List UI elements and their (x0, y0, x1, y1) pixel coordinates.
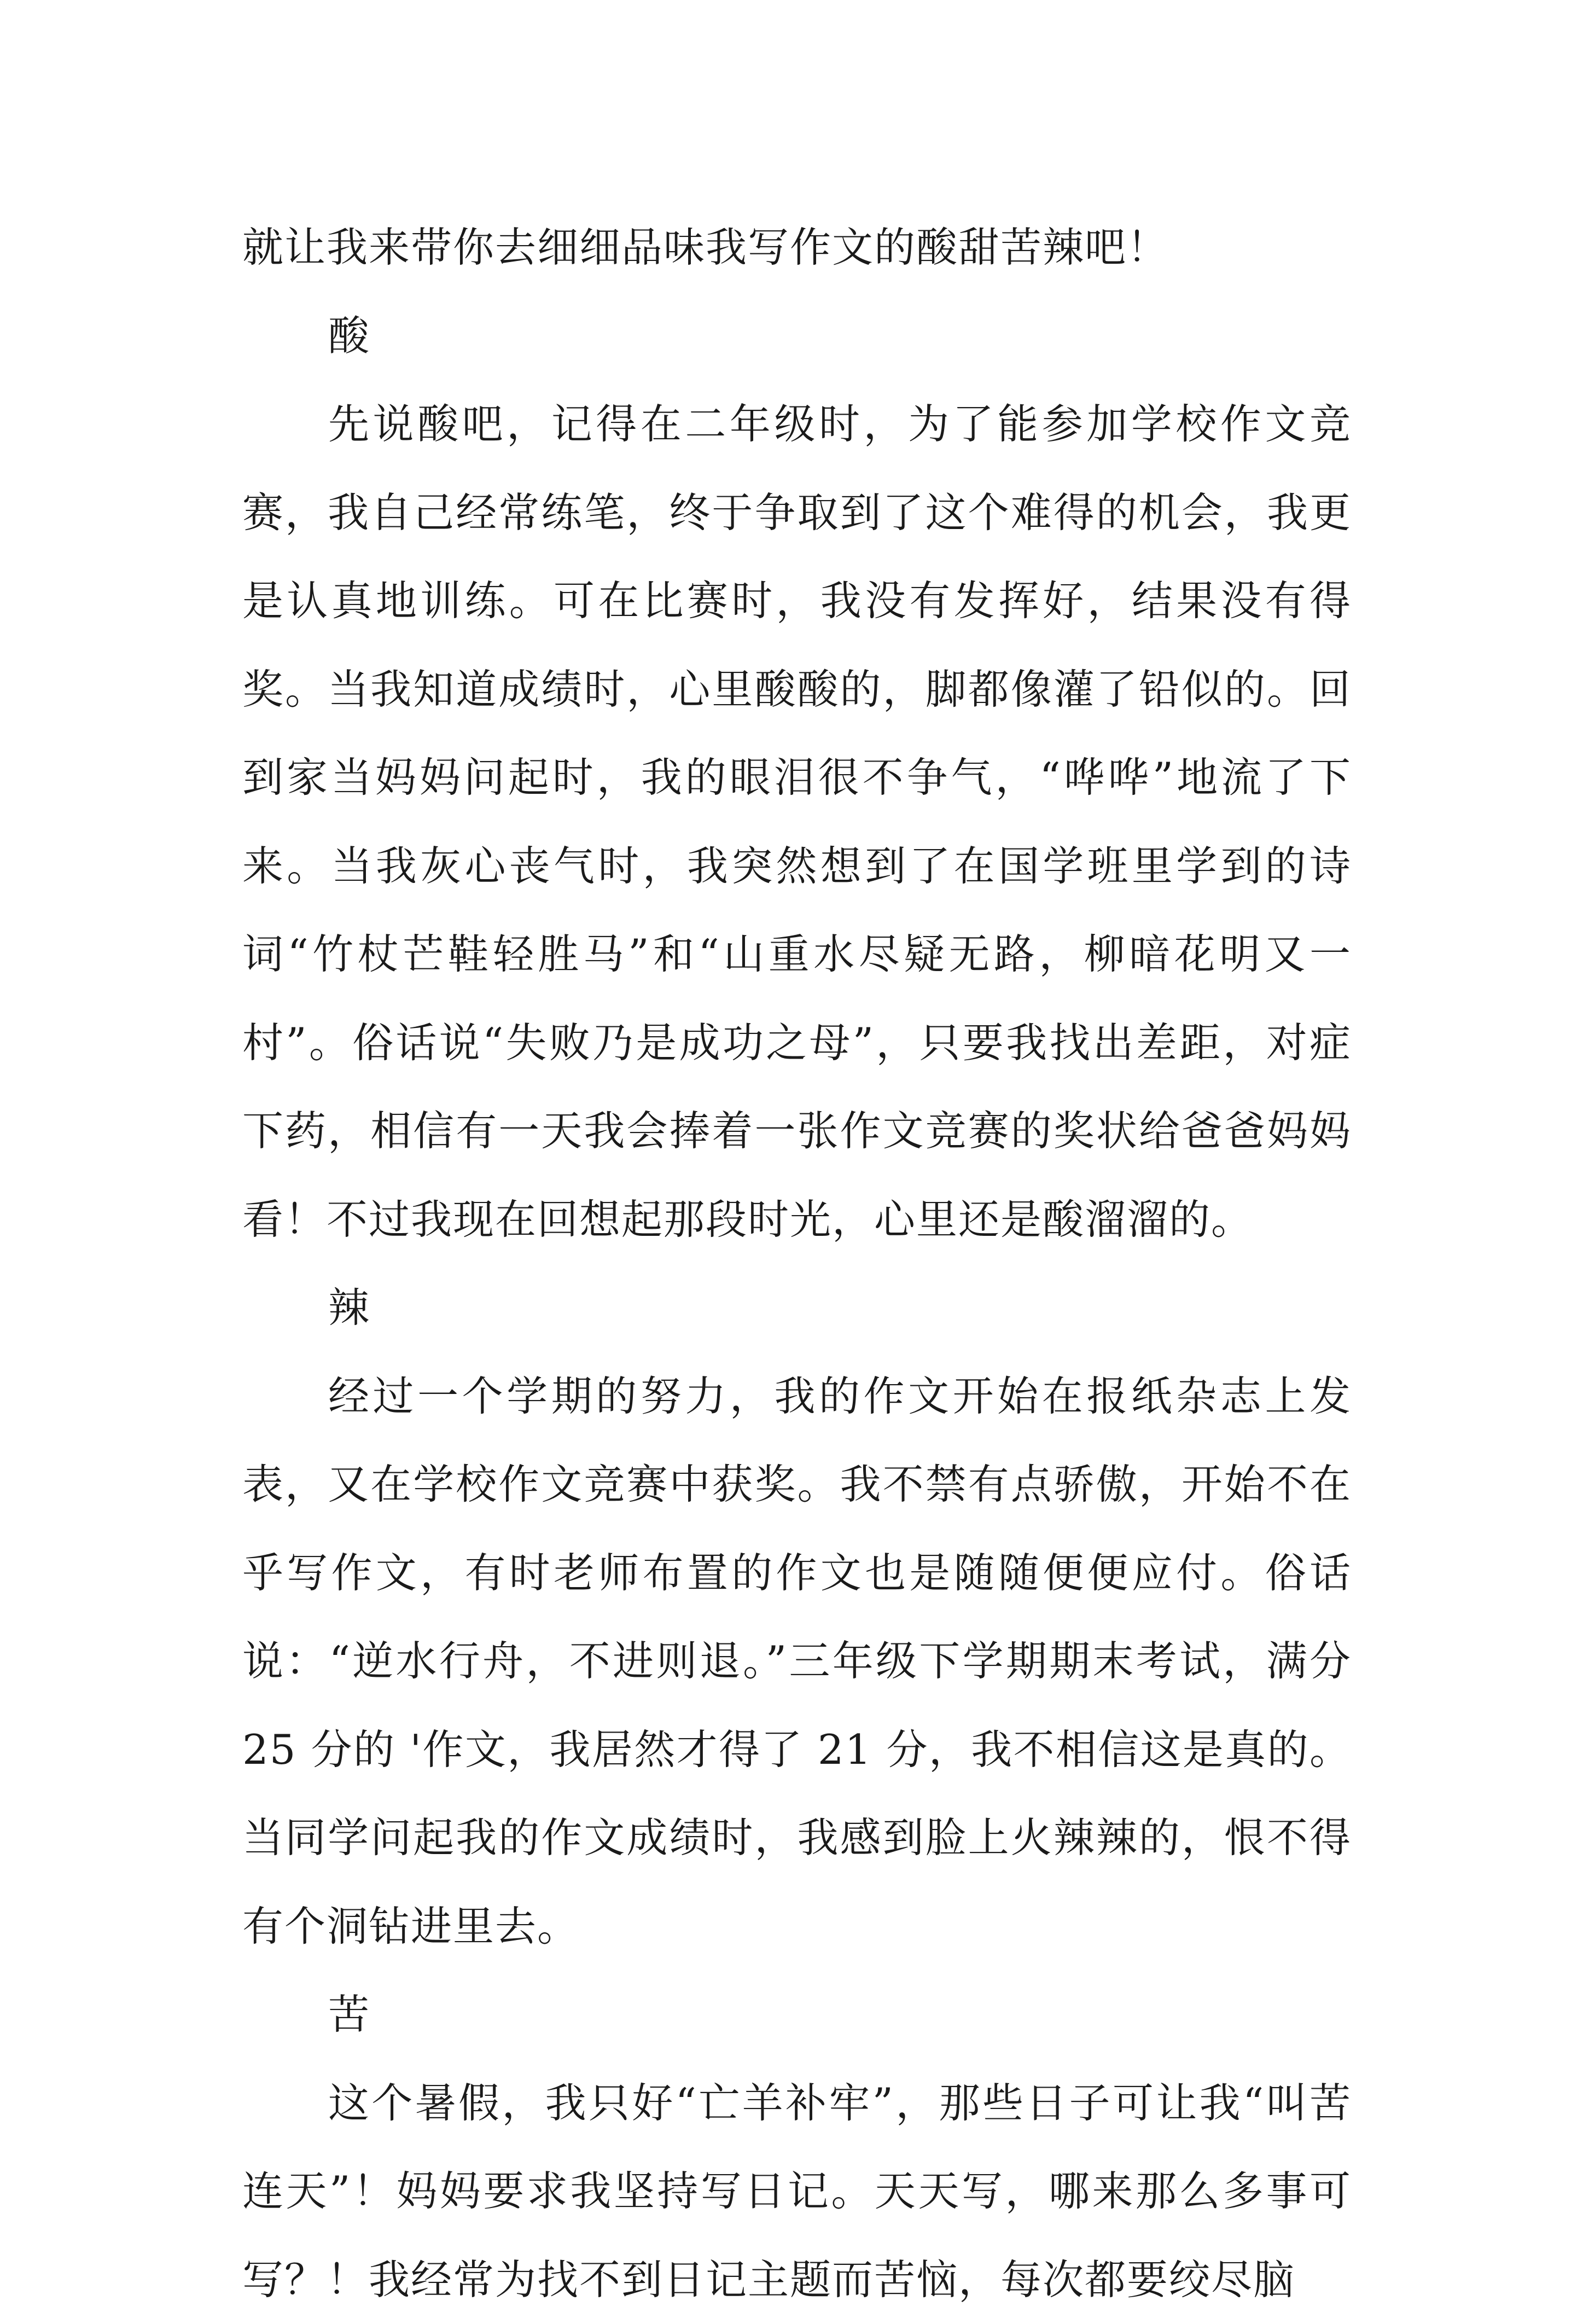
intro-paragraph: 就让我来带你去细细品味我写作文的酸甜苦辣吧！ (242, 204, 1352, 292)
section-heading-spicy: 辣 (242, 1264, 1352, 1352)
document-page (242, 204, 1352, 2324)
paragraph-spicy: 经过一个学期的努力，我的作文开始在报纸杂志上发表，又在学校作文竞赛中获奖。我不禁有点骄傲，开始不在乎写作文，有时老师布置的作文也是随随便便应付。俗话说：“逆水行舟，不进则退。”三年级下学期期末考试，满分 25 分的 '作文，我居然才得了 21 分，我不相信这是真的。当同学问起我的作文成绩时，我感到脸上火辣辣的，恨不得有个洞钻进里去。 (242, 1352, 1352, 1971)
paragraph-sour: 先说酸吧，记得在二年级时，为了能参加学校作文竞赛，我自己经常练笔，终于争取到了这个难得的机会，我更是认真地训练。可在比赛时，我没有发挥好，结果没有得奖。当我知道成绩时，心里酸酸的，脚都像灌了铅似的。回到家当妈妈问起时，我的眼泪很不争气，“哗哗”地流了下来。当我灰心丧气时，我突然想到了在国学班里学到的诗词“竹杖芒鞋轻胜马”和“山重水尽疑无路，柳暗花明又一村”。俗话说“失败乃是成功之母”，只要我找出差距，对症下药，相信有一天我会捧着一张作文竞赛的奖状给爸爸妈妈看！不过我现在回想起那段时光，心里还是酸溜溜的。 (242, 380, 1352, 1264)
section-heading-sour: 酸 (242, 292, 1352, 381)
section-heading-bitter: 苦 (242, 1971, 1352, 2059)
paragraph-bitter: 这个暑假，我只好“亡羊补牢”，那些日子可让我“叫苦连天”！妈妈要求我坚持写日记。天天写，哪来那么多事可写？！我经常为找不到日记主题而苦恼，每次都要绞尽脑 (242, 2059, 1352, 2324)
